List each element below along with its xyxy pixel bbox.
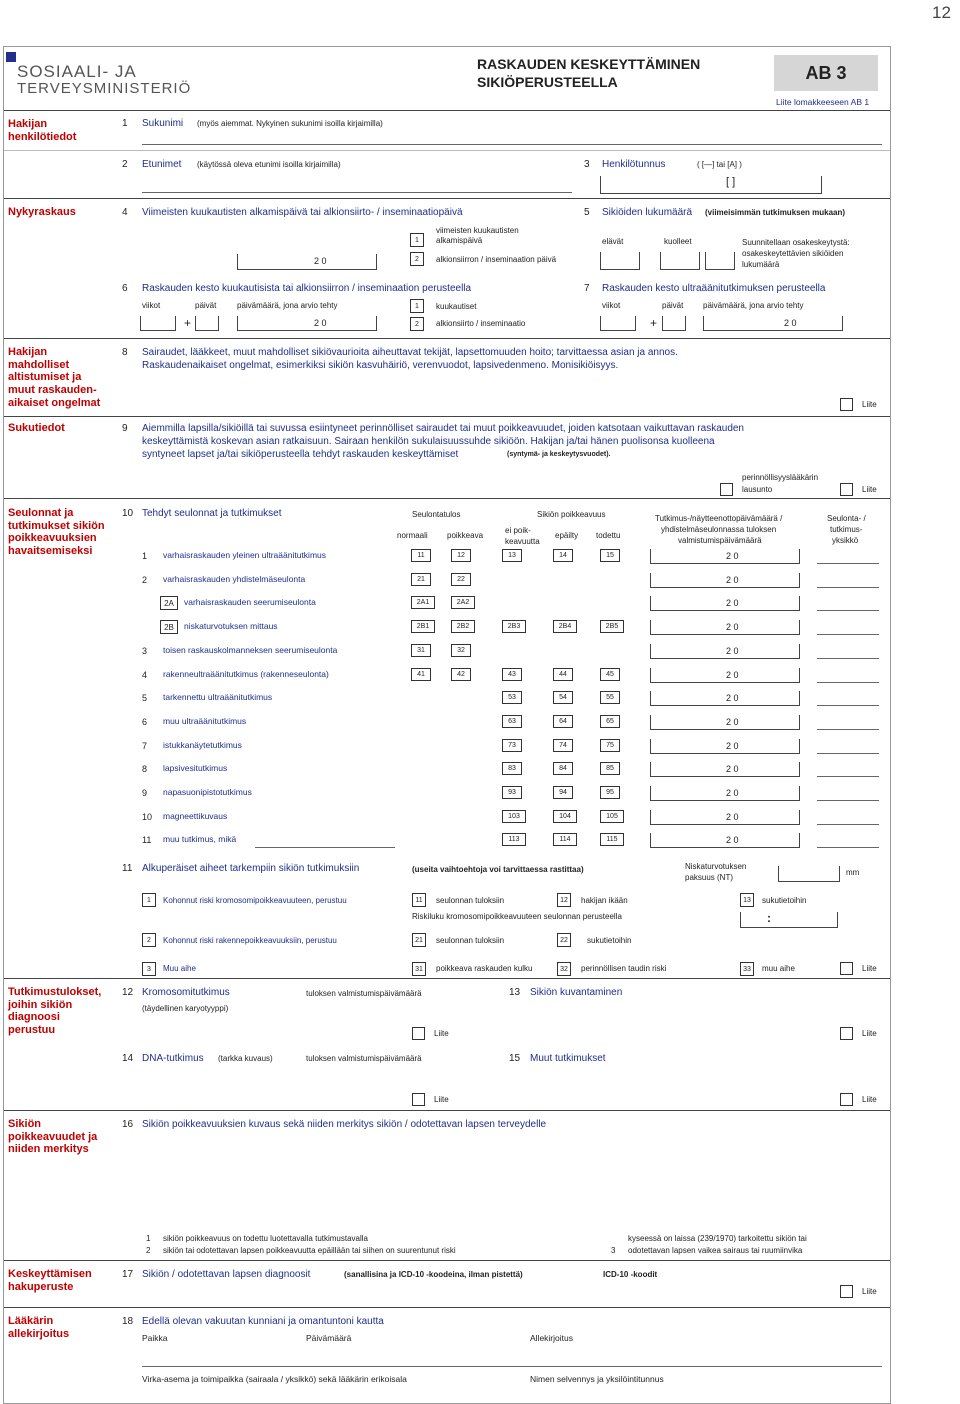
us-date-field[interactable]	[703, 316, 843, 331]
section-exposures: Hakijan mahdolliset altistumiset ja muut raskauden-aikaiset ongelmat	[8, 346, 101, 409]
screening-row-number: 3	[142, 646, 148, 656]
screening-unit-field[interactable]	[817, 824, 879, 825]
screening-row-label: tarkennettu ultraäänitutkimus	[163, 692, 273, 702]
indications-label: Alkuperäiset aiheet tarkempiin sikiön tutkimuksiin	[142, 863, 360, 874]
screening-unit-field[interactable]	[817, 800, 879, 801]
dna-label: DNA-tutkimus	[142, 1053, 204, 1064]
declaration-label: Edellä olevan vakuutan kunniani ja omantuntoni kautta	[142, 1316, 384, 1327]
screening-code-box[interactable]: 104	[553, 810, 577, 823]
screening-row-label: magneettikuvaus	[163, 811, 228, 821]
screening-row-number: 2B	[160, 620, 178, 634]
screening-code-box[interactable]: 84	[553, 762, 573, 775]
duration-option-1[interactable]: 1	[410, 299, 424, 313]
screening-year-prefix: 2 0	[726, 812, 739, 822]
screening-code-box[interactable]: 103	[502, 810, 526, 823]
screening-date-field[interactable]	[650, 715, 800, 730]
screening-code-box[interactable]: 31	[411, 644, 431, 657]
indication-31[interactable]: 31	[412, 962, 426, 976]
ssn-label: Henkilötunnus	[602, 159, 666, 170]
screening-date-field[interactable]	[650, 549, 800, 564]
exposures-text-2: Raskaudenaikaiset ongelmat, esimerkiksi sikiön kasvuhäiriö, verenvuodot, lapsivedenmeno. Monisikiöisyys.	[142, 360, 619, 371]
screening-row-number: 11	[142, 835, 152, 845]
screening-date-field[interactable]	[650, 739, 800, 754]
form-title-line2: SIKIÖPERUSTEELLA	[477, 74, 618, 90]
screening-code-box[interactable]: 83	[502, 762, 522, 775]
screening-unit-field[interactable]	[817, 847, 879, 848]
other-study-field[interactable]	[255, 847, 395, 848]
screening-code-box[interactable]: 2B3	[502, 620, 526, 633]
screening-date-field[interactable]	[650, 573, 800, 588]
screening-row-number: 9	[142, 788, 148, 798]
section-family: Sukutiedot	[8, 422, 65, 434]
screening-unit-field[interactable]	[817, 610, 879, 611]
screening-year-prefix: 2 0	[726, 741, 739, 751]
screening-code-box[interactable]: 44	[553, 668, 573, 681]
other-studies-attachment-checkbox[interactable]	[840, 1093, 853, 1106]
screening-unit-field[interactable]	[817, 634, 879, 635]
imaging-attachment-checkbox[interactable]	[840, 1027, 853, 1040]
first-names-field[interactable]	[142, 192, 572, 193]
screening-code-box[interactable]: 73	[502, 739, 522, 752]
screening-row-label: varhaisraskauden yleinen ultraäänitutkimus	[163, 550, 327, 560]
screening-date-field[interactable]	[650, 762, 800, 777]
us-days-field[interactable]	[662, 316, 686, 331]
screening-code-box[interactable]: 54	[553, 691, 573, 704]
screening-unit-field[interactable]	[817, 705, 879, 706]
imaging-label: Sikiön kuvantaminen	[530, 987, 623, 998]
screening-unit-field[interactable]	[817, 682, 879, 683]
screening-year-prefix: 2 0	[726, 622, 739, 632]
section-signature: Lääkärin allekirjoitus	[8, 1315, 70, 1340]
fetus-count-label: Sikiöiden lukumäärä	[602, 207, 693, 218]
screening-row-label: napasuonipistotutkimus	[163, 787, 252, 797]
indication-21[interactable]: 21	[412, 933, 426, 947]
screening-code-box[interactable]: 94	[553, 786, 573, 799]
section-results: Tutkimustulokset, joihin sikiön diagnoosi perustuu	[8, 986, 102, 1036]
screening-date-field[interactable]	[650, 810, 800, 825]
indication-3[interactable]: 3	[142, 962, 156, 976]
screening-year-prefix: 2 0	[726, 788, 739, 798]
screening-year-prefix: 2 0	[726, 764, 739, 774]
dead-count-field[interactable]	[660, 252, 700, 270]
duration-lmp-label: Raskauden kesto kuukautisista tai alkionsiirron / inseminaation perusteella	[142, 283, 472, 294]
screening-code-box[interactable]: 53	[502, 691, 522, 704]
screening-row-number: 2	[142, 575, 148, 585]
screening-row-number: 7	[142, 741, 148, 751]
form-code: AB 3	[774, 55, 878, 91]
section-current-pregnancy: Nykyraskaus	[8, 206, 76, 218]
indication-22[interactable]: 22	[557, 933, 571, 947]
genetic-statement-checkbox[interactable]	[720, 483, 733, 496]
screening-row-label: rakenneultraäänitutkimus (rakenneseulonta)	[163, 669, 329, 679]
duration-date-field[interactable]	[237, 316, 377, 331]
screening-row-number: 2A	[160, 596, 178, 610]
screening-year-prefix: 2 0	[726, 835, 739, 845]
indication-33[interactable]: 33	[740, 962, 754, 976]
nt-field[interactable]	[778, 866, 840, 882]
screening-date-field[interactable]	[650, 668, 800, 683]
screening-date-field[interactable]	[650, 644, 800, 659]
screening-year-prefix: 2 0	[726, 551, 739, 561]
page-number: 12	[932, 3, 951, 22]
karyotype-label: Kromosomitutkimus	[142, 987, 230, 998]
signature-line[interactable]	[142, 1366, 882, 1367]
logo-line2: TERVEYSMINISTERIÖ	[17, 80, 192, 97]
form-title-line1: RASKAUDEN KESKEYTTÄMINEN	[477, 56, 701, 72]
screening-code-box[interactable]: 43	[502, 668, 522, 681]
indication-13[interactable]: 13	[740, 893, 754, 907]
screening-code-box[interactable]: 21	[411, 573, 431, 586]
section-anomalies: Sikiön poikkeavuudet ja niiden merkitys	[8, 1118, 98, 1156]
screening-row-label: muu tutkimus, mikä	[163, 834, 237, 844]
screening-code-box[interactable]: 2A1	[411, 596, 435, 609]
screening-code-box[interactable]: 64	[553, 715, 573, 728]
screening-code-box[interactable]: 113	[502, 833, 526, 846]
duration-option-2[interactable]: 2	[410, 317, 424, 331]
screening-code-box[interactable]: 115	[600, 833, 624, 846]
screening-date-field[interactable]	[650, 620, 800, 635]
other-studies-label: Muut tutkimukset	[530, 1053, 606, 1064]
screenings-label: Tehdyt seulonnat ja tutkimukset	[142, 508, 282, 519]
screening-row-number: 10	[142, 812, 153, 822]
lmp-option-2[interactable]: 2	[410, 252, 424, 266]
duration-days-field[interactable]	[195, 316, 219, 331]
diagnoses-attachment-checkbox[interactable]	[840, 1285, 853, 1298]
exposures-text-1: Sairaudet, lääkkeet, muut mahdolliset sikiövaurioita aiheuttavat tekijät, lapsettomuuden hoito; tarvittaessa asian ja annos.	[142, 347, 678, 358]
screening-code-box[interactable]: 93	[502, 786, 522, 799]
screening-code-box[interactable]: 2B2	[451, 620, 475, 633]
surname-field[interactable]	[142, 144, 882, 145]
exposures-attachment-checkbox[interactable]	[840, 398, 853, 411]
screening-code-box[interactable]: 114	[553, 833, 577, 846]
screening-year-prefix: 2 0	[726, 646, 739, 656]
screening-unit-field[interactable]	[817, 776, 879, 777]
screening-row-label: muu ultraäänitutkimus	[163, 716, 247, 726]
screening-code-box[interactable]: 95	[600, 786, 620, 799]
screening-row-number: 1	[142, 551, 148, 561]
surname-label: Sukunimi	[142, 118, 184, 129]
section-applicant: Hakijan henkilötiedot	[8, 118, 77, 143]
screening-unit-field[interactable]	[817, 563, 879, 564]
screening-date-field[interactable]	[650, 833, 800, 848]
screening-row-number: 5	[142, 693, 148, 703]
screening-code-box[interactable]: 13	[502, 549, 522, 562]
screening-code-box[interactable]: 14	[553, 549, 573, 562]
risk-ratio-field[interactable]	[740, 912, 838, 928]
screening-year-prefix: 2 0	[726, 598, 739, 608]
screening-code-box[interactable]: 12	[451, 549, 471, 562]
screening-code-box[interactable]: 105	[600, 810, 624, 823]
screening-code-box[interactable]: 85	[600, 762, 620, 775]
screening-year-prefix: 2 0	[726, 670, 739, 680]
partial-termination-field[interactable]	[705, 252, 735, 270]
screening-code-box[interactable]: 65	[600, 715, 620, 728]
screening-row-number: 8	[142, 764, 148, 774]
screening-code-box[interactable]: 2B4	[553, 620, 577, 633]
screening-code-box[interactable]: 2B5	[600, 620, 624, 633]
screening-row-label: varhaisraskauden yhdistelmäseulonta	[163, 574, 306, 584]
screening-unit-field[interactable]	[817, 729, 879, 730]
screening-code-box[interactable]: 15	[600, 549, 620, 562]
screening-code-box[interactable]: 11	[411, 549, 431, 562]
duration-weeks-field[interactable]	[140, 316, 176, 331]
dna-attachment-checkbox[interactable]	[412, 1093, 425, 1106]
duration-us-label: Raskauden kesto ultraäänitutkimuksen perusteella	[602, 283, 826, 294]
screening-year-prefix: 2 0	[726, 693, 739, 703]
screening-year-prefix: 2 0	[726, 717, 739, 727]
screening-unit-field[interactable]	[817, 587, 879, 588]
us-weeks-field[interactable]	[600, 316, 636, 331]
ssn-field[interactable]	[600, 176, 822, 194]
logo-mark	[6, 52, 16, 62]
indication-1[interactable]: 1	[142, 893, 156, 907]
indication-32[interactable]: 32	[557, 962, 571, 976]
karyotype-attachment-checkbox[interactable]	[412, 1027, 425, 1040]
screening-code-box[interactable]: 74	[553, 739, 573, 752]
screening-row-label: istukkanäytetutkimus	[163, 740, 242, 750]
screening-code-box[interactable]: 2A2	[451, 596, 475, 609]
screening-unit-field[interactable]	[817, 658, 879, 659]
screening-unit-field[interactable]	[817, 753, 879, 754]
section-grounds: Keskeyttämisen hakuperuste	[8, 1268, 92, 1293]
screening-code-box[interactable]: 2B1	[411, 620, 435, 633]
lmp-label: Viimeisten kuukautisten alkamispäivä tai alkionsiirto- / inseminaatiopäivä	[142, 207, 463, 218]
screening-row-number: 4	[142, 670, 148, 680]
attachment-note: Liite lomakkeeseen AB 1	[776, 97, 870, 107]
screening-row-label: niskaturvotuksen mittaus	[184, 621, 278, 631]
anomalies-label: Sikiön poikkeavuuksien kuvaus sekä niiden merkitys sikiön / odotettavan lapsen terveydelle	[142, 1119, 547, 1130]
logo-line1: SOSIAALI- JA	[17, 62, 137, 81]
screening-date-field[interactable]	[650, 691, 800, 706]
screening-code-box[interactable]: 63	[502, 715, 522, 728]
diagnoses-label: Sikiön / odotettavan lapsen diagnoosit	[142, 1269, 311, 1280]
screening-date-field[interactable]	[650, 786, 800, 801]
screening-row-number: 6	[142, 717, 148, 727]
screening-code-box[interactable]: 75	[600, 739, 620, 752]
screening-code-box[interactable]: 55	[600, 691, 620, 704]
screening-code-box[interactable]: 41	[411, 668, 431, 681]
lmp-option-1[interactable]: 1	[410, 233, 424, 247]
screening-code-box[interactable]: 32	[451, 644, 471, 657]
screening-code-box[interactable]: 22	[451, 573, 471, 586]
lmp-date-field[interactable]	[237, 254, 377, 270]
screening-row-label: toisen raskauskolmanneksen seerumiseulonta	[163, 645, 338, 655]
screening-date-field[interactable]	[650, 596, 800, 611]
section-screenings: Seulonnat ja tutkimukset sikiön poikkeavuuksien havaitsemiseksi	[8, 507, 105, 557]
alive-count-field[interactable]	[600, 252, 640, 270]
indication-11[interactable]: 11	[412, 893, 426, 907]
indication-12[interactable]: 12	[557, 893, 571, 907]
screening-code-box[interactable]: 45	[600, 668, 620, 681]
screening-row-label: varhaisraskauden seerumiseulonta	[184, 597, 316, 607]
screening-year-prefix: 2 0	[726, 575, 739, 585]
indications-attachment-checkbox[interactable]	[840, 962, 853, 975]
first-names-label: Etunimet	[142, 159, 182, 170]
screening-row-label: lapsivesitutkimus	[163, 763, 228, 773]
indication-2[interactable]: 2	[142, 933, 156, 947]
family-attachment-checkbox[interactable]	[840, 483, 853, 496]
screening-code-box[interactable]: 42	[451, 668, 471, 681]
